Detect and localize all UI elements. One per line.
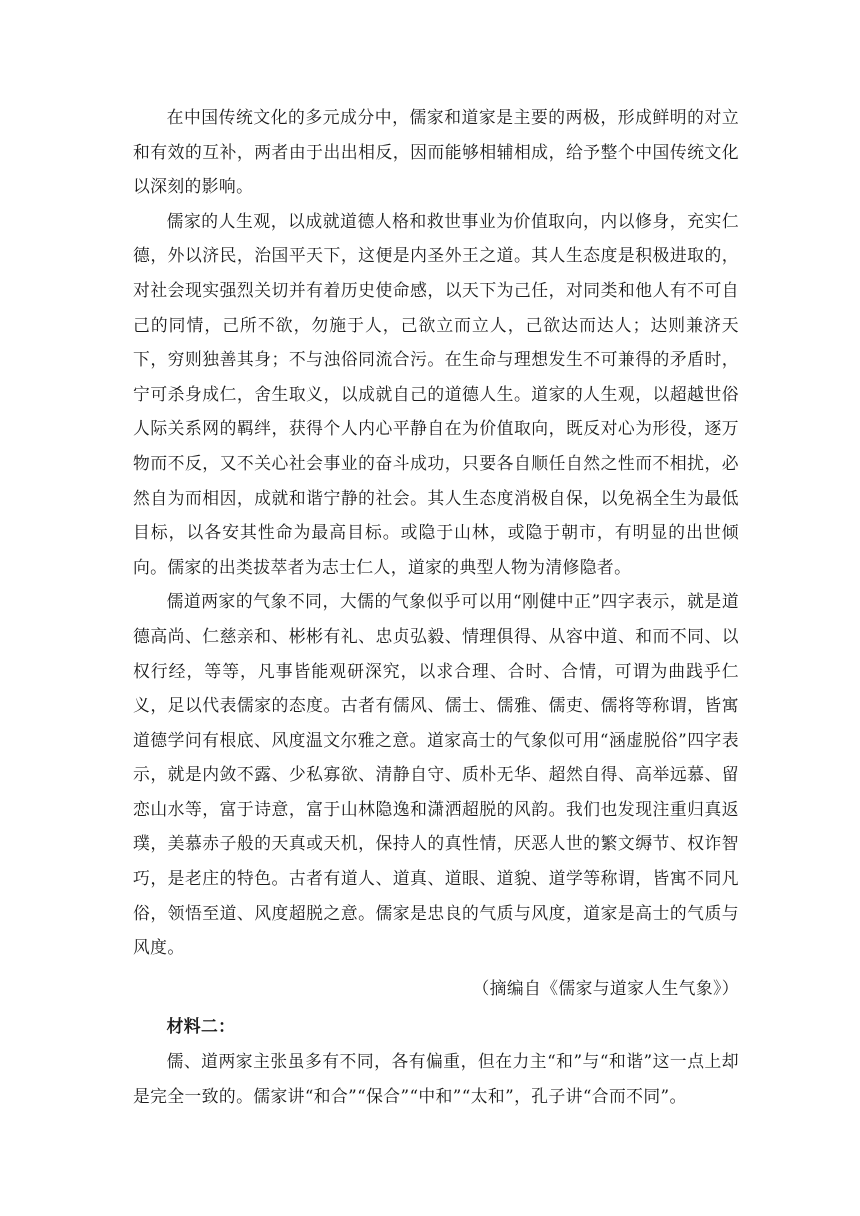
paragraph-temperament: 儒道两家的气象不同，大儒的气象似乎可以用“刚健中正”四字表示，就是道德高尚、仁慈亲和、彬彬有礼、忠贞弘毅、情理俱得、从容中道、和而不同、以权行经，等等，凡事皆能观研深究，以求合理、合时、合情，可谓为曲践乎仁义，足以代表儒家的态度。古者有儒风、儒士、儒雅、儒吏、儒将等称谓，皆寓道德学问有根底、风度温文尔雅之意。道家高士的气象似可用“涵虚脱俗”四字表示，就是内敛不露、少私寡欲、清静自守、质朴无华、超然自得、高举远慕、留恋山水等，富于诗意，富于山林隐逸和潇洒超脱的风韵。我们也发现注重归真返璞，美慕赤子般的天真或天机，保持人的真性情，厌恶人世的繁文缛节、权诈智巧，是老庄的特色。古者有道人、道真、道眼、道貌、道学等称谓，皆寓不同凡俗，领悟至道、风度超脱之意。儒家是忠良的气质与风度，道家是高士的气质与风度。: [133, 591, 739, 958]
paragraph-intro: 在中国传统文化的多元成分中，儒家和道家是主要的两极，形成鲜明的对立和有效的互补，两者由于出出相反，因而能够相辅相成，给予整个中国传统文化以深刻的影响。: [133, 107, 739, 197]
source-citation: （摘编自《儒家与道家人生气象》）: [472, 977, 739, 998]
paragraph-outlook: 儒家的人生观，以成就道德人格和救世事业为价值取向，内以修身，充实仁德，外以济民，治国平天下，这便是内圣外王之道。其人生态度是积极进取的，对社会现实强烈关切并有着历史使命感，以天下为己任，对同类和他人有不可自己的同情，己所不欲，勿施于人，己欲立而立人，己欲达而达人；达则兼济天下，穷则独善其身；不与浊俗同流合污。在生命与理想发生不可兼得的矛盾时，宁可杀身成仁，舍生取义，以成就自己的道德人生。道家的人生观，以超越世俗人际关系网的羁绊，获得个人内心平静自在为价值取向，既反对心为形役，逐万物而不反，又不关心社会事业的奋斗成功，只要各自顺任自然之性而不相扰，必然自为而相因，成就和谐宁静的社会。其人生态度消极自保，以免祸全生为最低目标，以各安其性命为最高目标。或隐于山林，或隐于朝市，有明显的出世倾向。儒家的出类拔萃者为志士仁人，道家的典型人物为清修隐者。: [133, 210, 739, 577]
material-two-label: 材料二：: [166, 1016, 236, 1037]
paragraph-material-two: 儒、道两家主张虽多有不同，各有偏重，但在力主“和”与“和谐”这一点上却是完全一致的。儒家讲“和合”“保合”“中和”“太和”，孔子讲“合而不同”。: [133, 1051, 739, 1106]
